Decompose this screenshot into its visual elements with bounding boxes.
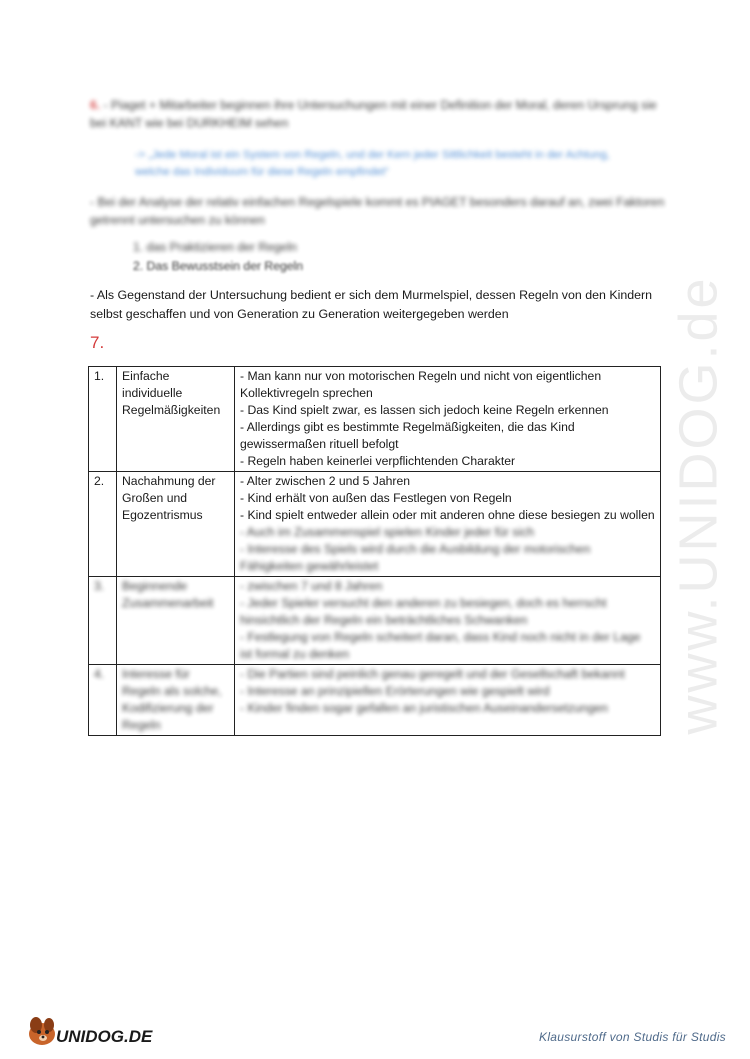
detail-line: - Alter zwischen 2 und 5 Jahren bbox=[240, 474, 411, 488]
table-row bbox=[89, 665, 661, 736]
detail-line: - Die Partien sind peinlich genau geregelt und der Gesellschaft bekannt bbox=[240, 667, 625, 681]
phase-name: Einfache individuelle Regelmäßigkeiten bbox=[117, 367, 235, 472]
phase-name: Beginnende Zusammenarbeit bbox=[117, 577, 235, 665]
phase-details bbox=[235, 367, 661, 472]
list-item-practice: 1. das Praktizieren der Regeln bbox=[133, 240, 297, 254]
phase-number: 3. bbox=[89, 577, 117, 665]
phase-details bbox=[235, 577, 661, 665]
detail-line: - Das Kind spielt zwar, es lassen sich jedoch keine Regeln erkennen bbox=[240, 403, 609, 417]
detail-line: - Kind spielt entweder allein oder mit anderen ohne diese besiegen zu wollen bbox=[240, 508, 655, 522]
dog-mascot-icon bbox=[29, 1017, 55, 1045]
section-6-text: - Piaget + Mitarbeiter beginnen ihre Untersuchungen mit einer Definition der Moral, deren Ursprung sie bei KANT wie bei DURKHEIM sehen bbox=[90, 98, 657, 130]
table-row bbox=[89, 367, 661, 472]
watermark bbox=[664, 270, 734, 740]
detail-line: - Festlegung von Regeln scheitert daran, dass Kind noch nicht in der Lage ist formal zu denken bbox=[240, 630, 641, 661]
analysis-paragraph: - Bei der Analyse der relativ einfachen Regelspiele kommt es PIAGET besonders darauf an, zwei Faktoren getrennt untersuchen zu können bbox=[90, 195, 665, 227]
detail-line: - Allerdings gibt es bestimmte Regelmäßigkeiten, die das Kind gewissermaßen rituell befolgt bbox=[240, 420, 575, 451]
section-7-number: 7. bbox=[90, 333, 105, 352]
detail-line: - Interesse des Spiels wird durch die Ausbildung der motorischen Fähigkeiten gewährleistet bbox=[240, 542, 591, 573]
detail-line: - Jeder Spieler versucht den anderen zu besiegen, doch es herrscht hinsichtlich der Regeln ein beträchtliches Schwanken bbox=[240, 596, 607, 627]
logo-text: UNIDOG.DE bbox=[56, 1027, 153, 1046]
table-row bbox=[89, 577, 661, 665]
kant-quote: -> „Jede Moral ist ein System von Regeln, und der Kern jeder Sittlichkeit besteht in der Achtung, welche das Individuum für diese Regeln empfindet“ bbox=[135, 149, 610, 178]
footer-slogan: Klausurstoff von Studis für Studis bbox=[539, 1030, 726, 1044]
detail-line: - Auch im Zusammenspiel spielen Kinder jeder für sich bbox=[240, 525, 534, 539]
phase-name: Nachahmung der Großen und Egozentrismus bbox=[117, 472, 235, 577]
detail-line: - zwischen 7 und 8 Jahren bbox=[240, 579, 383, 593]
detail-line: - Regeln haben keinerlei verpflichtenden Charakter bbox=[240, 454, 516, 468]
phase-name: Interesse für Regeln als solche, Kodifizierung der Regeln bbox=[117, 665, 235, 736]
phase-details bbox=[235, 472, 661, 577]
phase-details bbox=[235, 665, 661, 736]
watermark-text: www.UNIDOG.de bbox=[669, 275, 729, 735]
phase-number: 4. bbox=[89, 665, 117, 736]
table-row bbox=[89, 472, 661, 577]
murmelspiel-paragraph: - Als Gegenstand der Untersuchung bedient er sich dem Murmelspiel, dessen Regeln von den Kindern selbst geschaffen und von Generation zu Generation weitergegeben werden bbox=[90, 288, 653, 321]
detail-line: - Man kann nur von motorischen Regeln und nicht von eigentlichen Kollektivregeln sprechen bbox=[240, 369, 602, 400]
list-item-awareness: 2. Das Bewusstsein der Regeln bbox=[133, 259, 304, 273]
phases-table bbox=[88, 366, 661, 736]
detail-line: - Interesse an prinzipiellen Erörterungen wie gespielt wird bbox=[240, 684, 550, 698]
detail-line: - Kinder finden sogar gefallen an juristischen Auseinandersetzungen bbox=[240, 701, 608, 715]
section-6-number: 6. bbox=[90, 98, 101, 112]
phase-number: 2. bbox=[89, 472, 117, 577]
section-6-intro bbox=[90, 96, 670, 132]
phase-number: 1. bbox=[89, 367, 117, 472]
detail-line: - Kind erhält von außen das Festlegen von Regeln bbox=[240, 491, 512, 505]
unidog-logo bbox=[22, 1012, 162, 1048]
